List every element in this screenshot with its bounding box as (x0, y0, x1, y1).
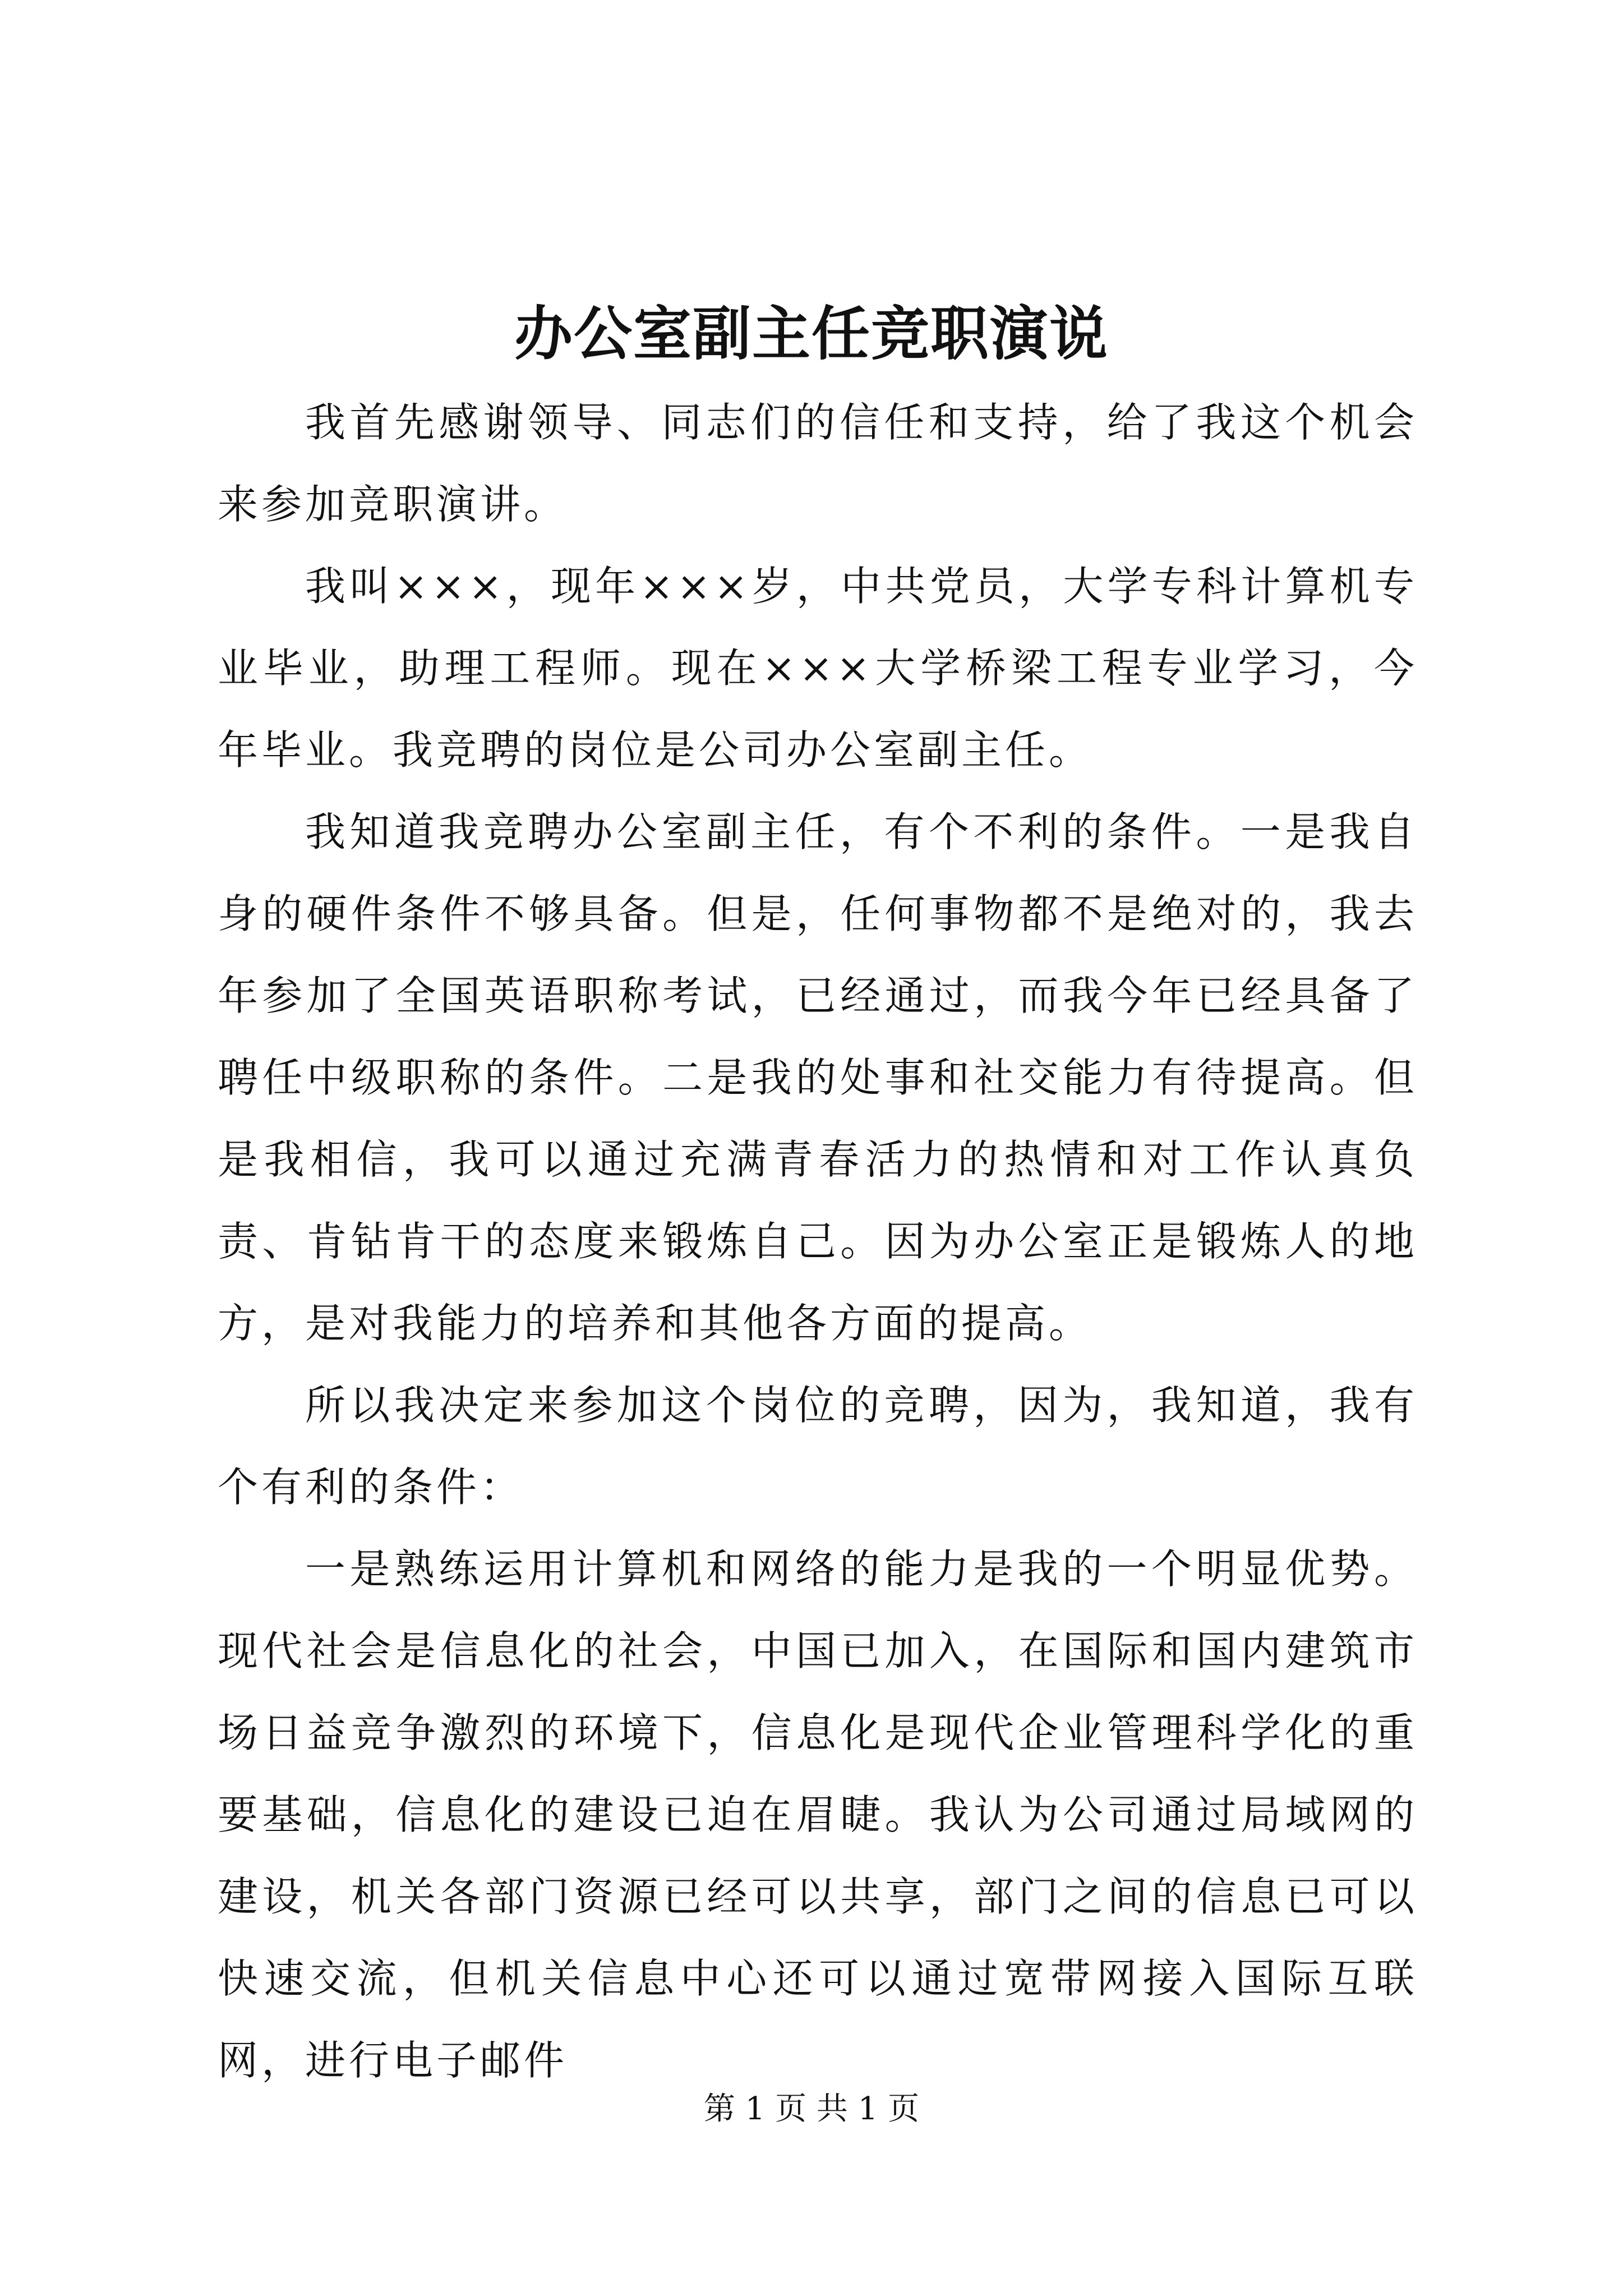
paragraph-5: 一是熟练运用计算机和网络的能力是我的一个明显优势。现代社会是信息化的社会，中国已加入，在国际和国内建筑市场日益竞争激烈的环境下，信息化是现代企业管理科学化的重要基础，信息化的建设已迫在眉睫。我认为公司通过局域网的建设，机关各部门资源已经可以共享，部门之间的信息已可以快速交流，但机关信息中心还可以通过宽带网接入国际互联网，进行电子邮件 (218, 1545, 1418, 2084)
paragraph-2: 我叫×××，现年×××岁，中共党员，大学专科计算机专业毕业，助理工程师。现在×××大学桥梁工程专业学习，今年毕业。我竞聘的岗位是公司办公室副主任。 (218, 563, 1418, 774)
paragraph-3: 我知道我竞聘办公室副主任，有个不利的条件。一是我自身的硬件条件不够具备。但是，任何事物都不是绝对的，我去年参加了全国英语职称考试，已经通过，而我今年已经具备了聘任中级职称的条件。二是我的处事和社交能力有待提高。但是我相信，我可以通过充满青春活力的热情和对工作认真负责、肯钻肯干的态度来锻炼自己。因为办公室正是锻炼人的地方，是对我能力的培养和其他各方面的提高。 (218, 808, 1418, 1347)
page-footer: 第 1 页 共 1 页 (703, 2091, 920, 2127)
paragraph-4: 所以我决定来参加这个岗位的竞聘，因为，我知道，我有个有利的条件： (218, 1382, 1418, 1511)
document-body (218, 381, 1418, 2101)
document-title: 办公室副主任竞职演说 (514, 299, 1109, 368)
paragraph-1: 我首先感谢领导、同志们的信任和支持，给了我这个机会来参加竞职演讲。 (218, 399, 1418, 528)
